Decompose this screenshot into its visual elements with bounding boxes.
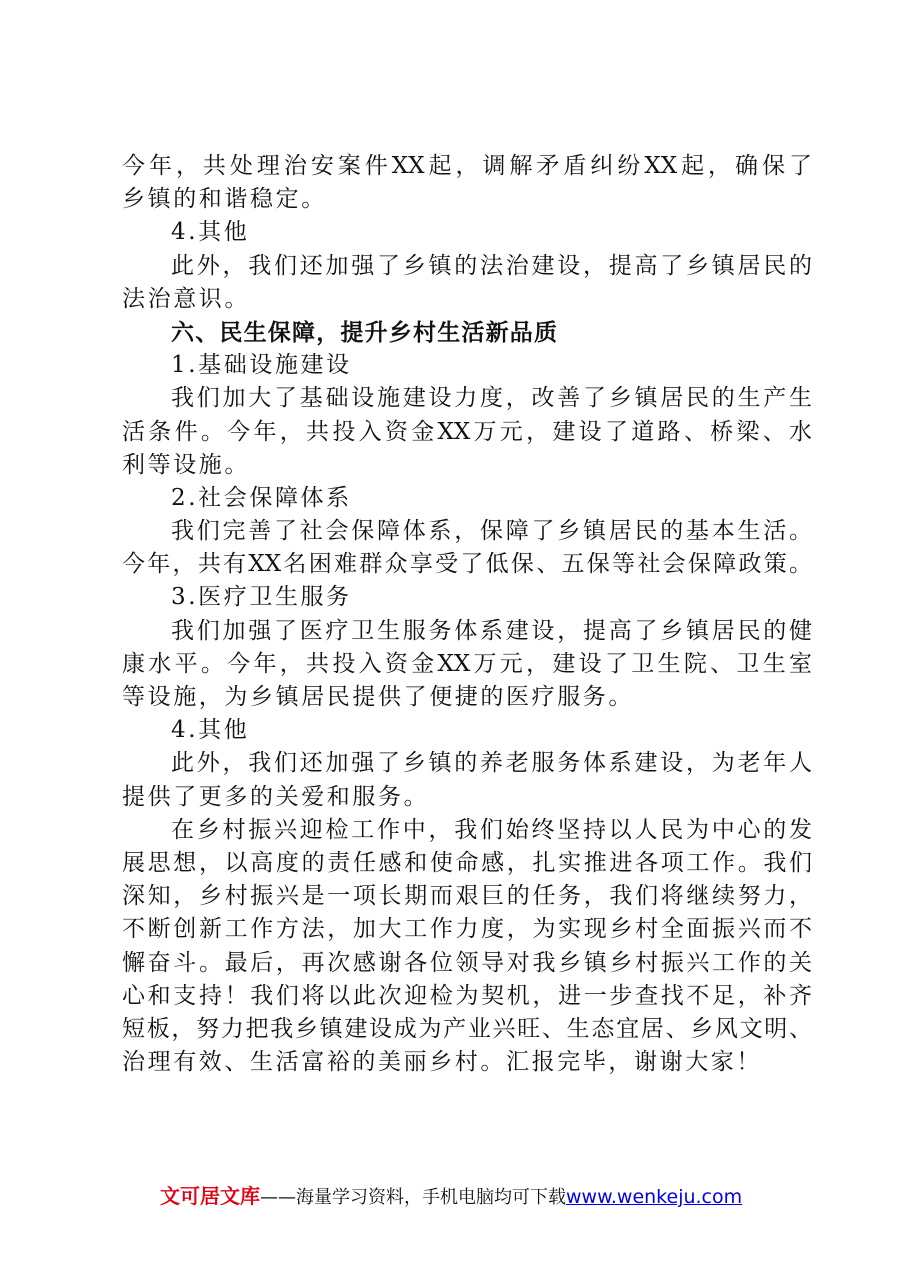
footer-banner xyxy=(160,1184,742,1210)
document-body xyxy=(122,150,812,1079)
footer-brand: 文可居文库 xyxy=(160,1184,260,1208)
text-line: 今年，共处理治安案件XX起，调解矛盾纠纷XX起，确保了 xyxy=(122,153,812,179)
text-line: 等设施，为乡镇居民提供了便捷的医疗服务。 xyxy=(122,684,634,710)
text-line: 此外，我们还加强了乡镇的养老服务体系建设，为老年人 xyxy=(171,750,812,777)
text-line: 展思想，以高度的责任感和使命感，扎实推进各项工作。我们 xyxy=(122,849,812,876)
text-line: 利等设施。 xyxy=(122,451,250,478)
text-line: 乡镇的和谐稳定。 xyxy=(122,186,327,213)
text-line: 我们加强了医疗卫生服务体系建设，提高了乡镇居民的健 xyxy=(171,617,812,644)
text-line: 康水平。今年，共投入资金XX万元，建设了卫生院、卫生室 xyxy=(122,650,812,677)
text-line: 提供了更多的关爱和服务。 xyxy=(122,783,430,810)
text-line: 3.医疗卫生服务 xyxy=(171,584,352,611)
text-line: 我们加大了基础设施建设力度，改善了乡镇居民的生产生 xyxy=(171,385,812,412)
text-line: 活条件。今年，共投入资金XX万元，建设了道路、桥梁、水 xyxy=(122,418,812,445)
text-line: 短板，努力把我乡镇建设成为产业兴旺、生态宜居、乡风文明、 xyxy=(122,1015,812,1042)
text-line: 不断创新工作方法，加大工作力度，为实现乡村全面振兴而不 xyxy=(122,916,812,943)
text-line: 4.其他 xyxy=(171,219,250,246)
footer-dash: —— xyxy=(260,1187,296,1208)
text-line: 4.其他 xyxy=(171,717,250,744)
text-line: 今年，共有XX名困难群众享受了低保、五保等社会保障政策。 xyxy=(122,551,812,578)
text-line: 我们完善了社会保障体系，保障了乡镇居民的基本生活。 xyxy=(171,518,812,545)
text-line: 治理有效、生活富裕的美丽乡村。汇报完毕，谢谢大家！ xyxy=(122,1049,762,1076)
footer-link[interactable]: www.wenkeju.com xyxy=(566,1186,743,1208)
text-line: 深知，乡村振兴是一项长期而艰巨的任务，我们将继续努力， xyxy=(122,883,812,910)
text-line: 2.社会保障体系 xyxy=(171,484,352,511)
text-line: 懈奋斗。最后，再次感谢各位领导对我乡镇乡村振兴工作的关 xyxy=(122,949,812,976)
footer-slogan: 海量学习资料，手机电脑均可下载 xyxy=(296,1187,566,1208)
text-line: 此外，我们还加强了乡镇的法治建设，提高了乡镇居民的 xyxy=(171,252,812,279)
text-line: 心和支持！我们将以此次迎检为契机，进一步查找不足，补齐 xyxy=(122,982,812,1009)
text-line: 在乡村振兴迎检工作中，我们始终坚持以人民为中心的发 xyxy=(171,816,812,843)
text-line: 法治意识。 xyxy=(122,285,250,312)
text-line: 1.基础设施建设 xyxy=(171,352,352,379)
section-heading: 六、民生保障，提升乡村生活新品质 xyxy=(171,318,559,346)
